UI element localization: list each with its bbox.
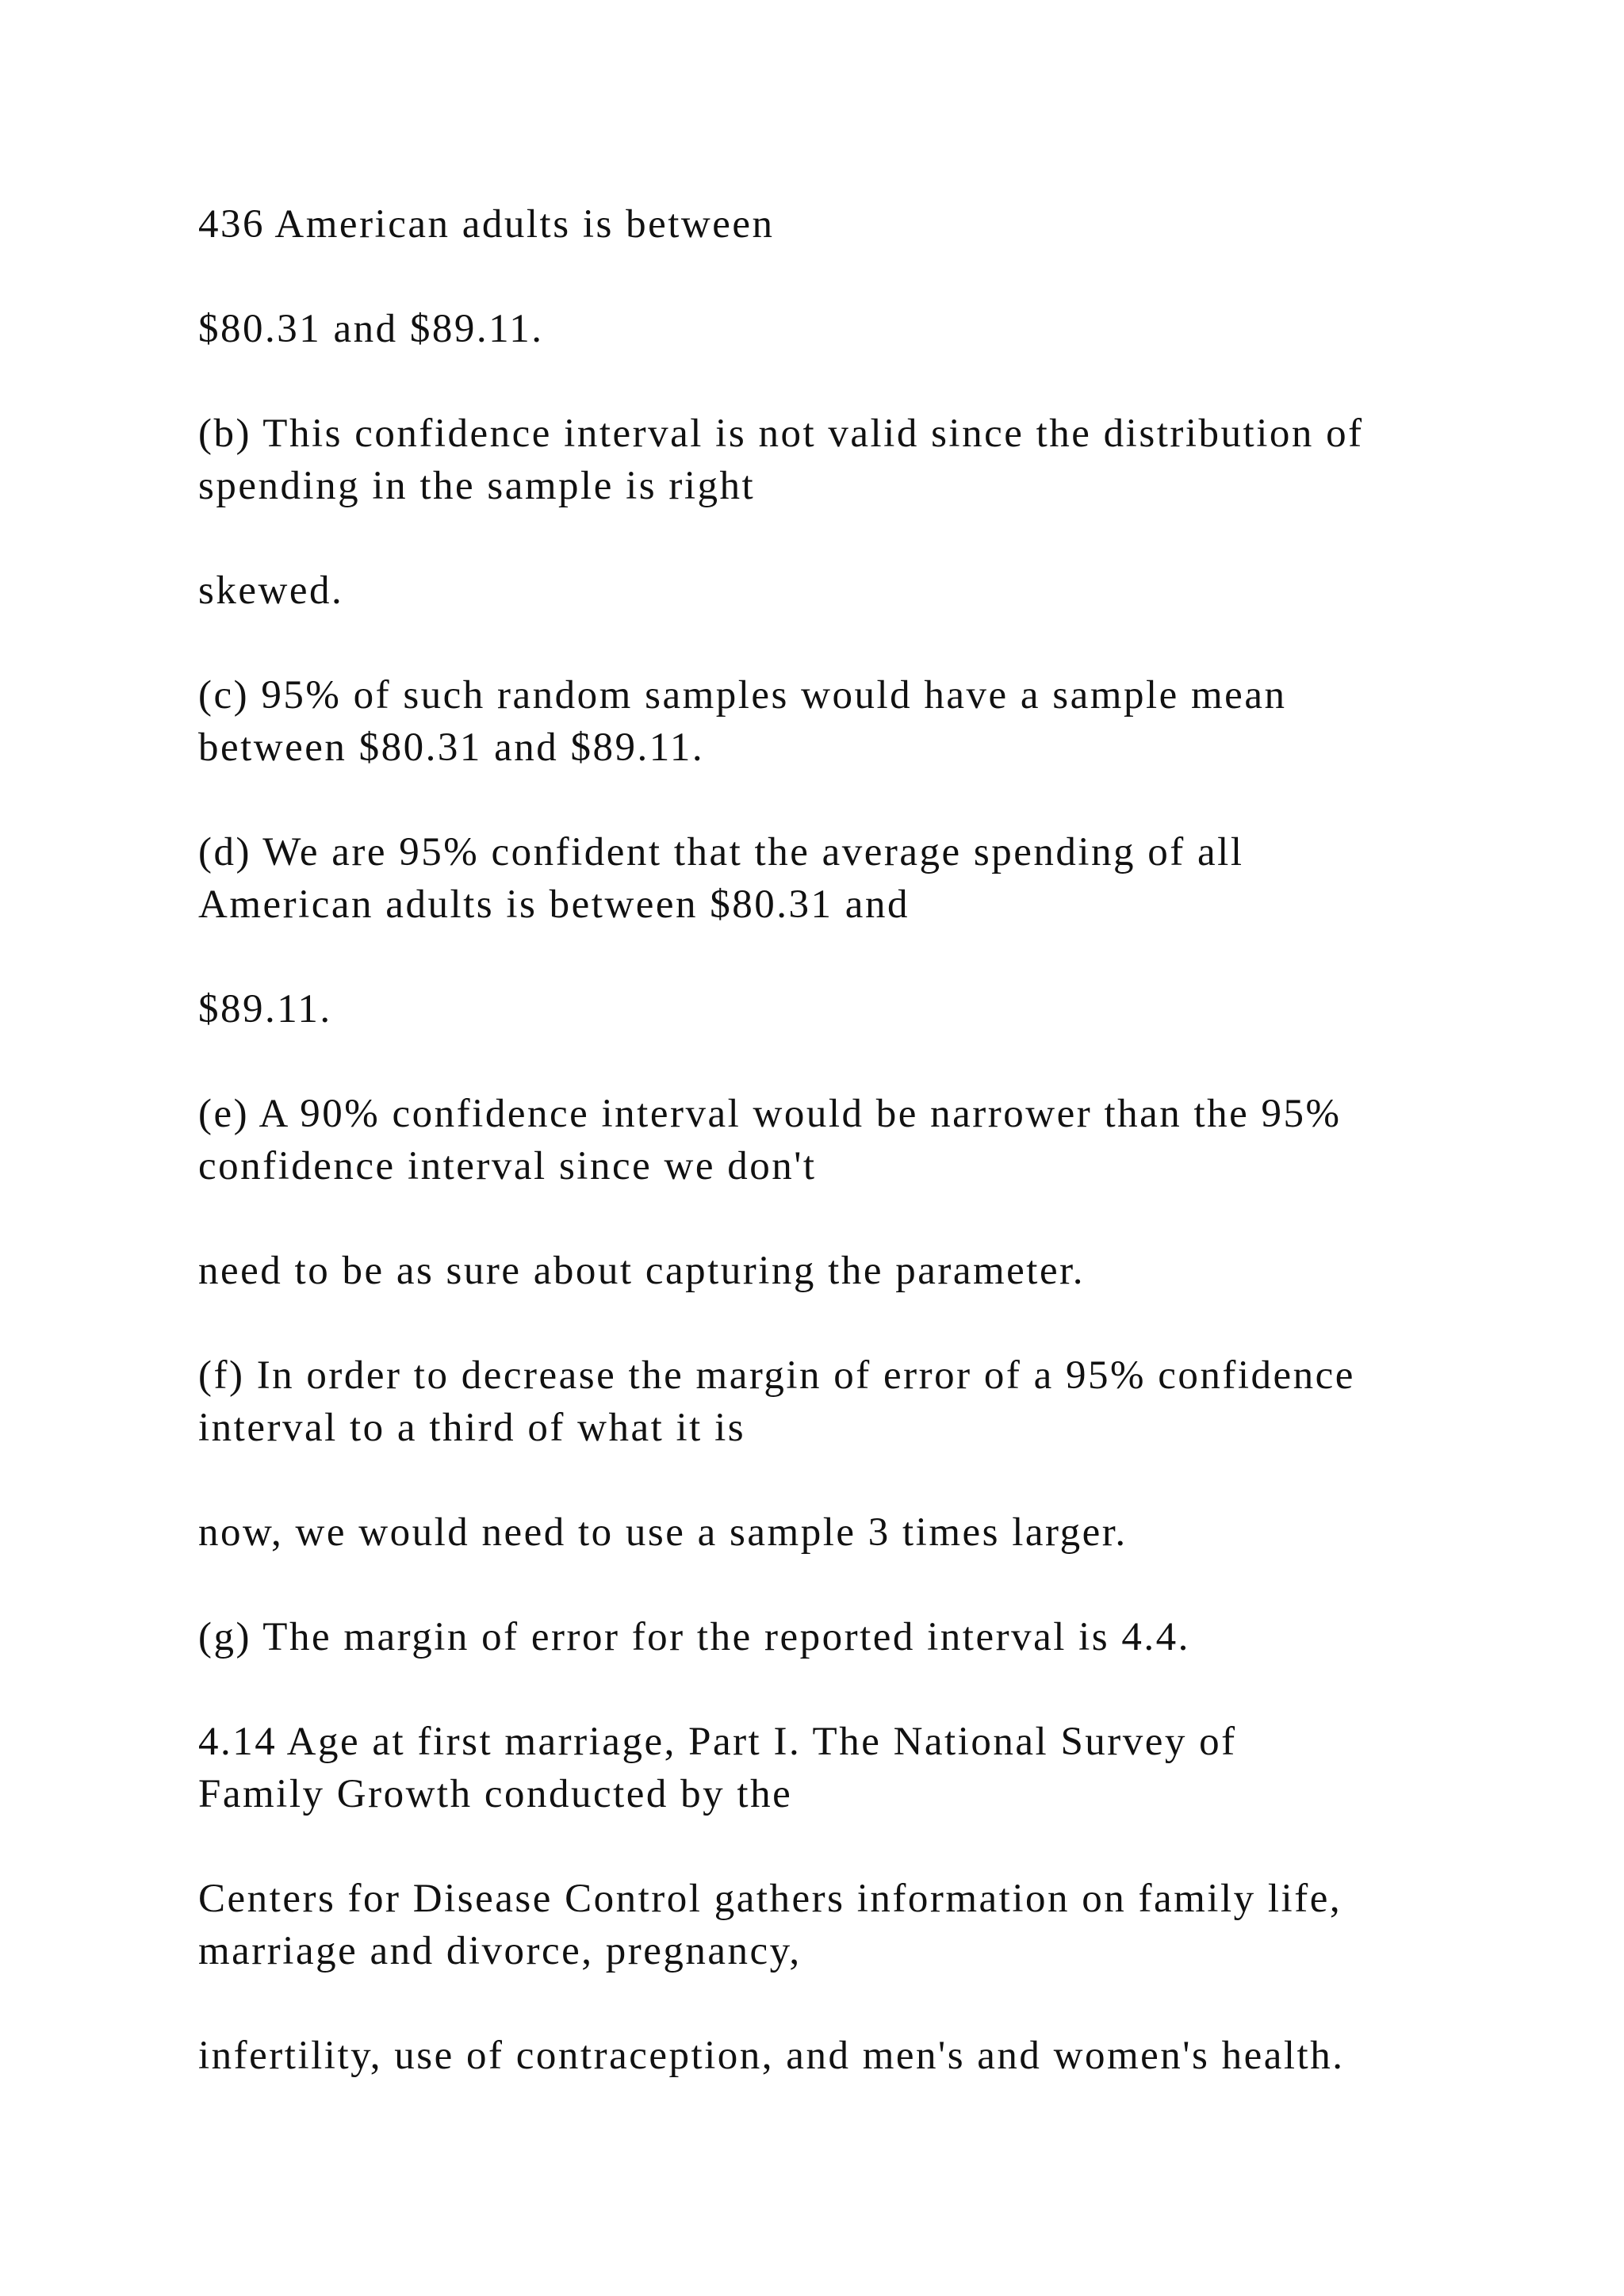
text-line: spending in the sample is right [198,464,756,508]
text-line: Centers for Disease Control gathers information on family life, [198,1877,1342,1921]
text-line: interval to a third of what it is [198,1406,746,1450]
text-line: (e) A 90% confidence interval would be narrower than the 95% [198,1092,1342,1136]
text-line: 436 American adults is between [198,202,775,247]
text-line: $80.31 and $89.11. [198,307,544,351]
text-line: now, we would need to use a sample 3 times larger. [198,1510,1128,1555]
text-line: between $80.31 and $89.11. [198,725,705,770]
text-line: need to be as sure about capturing the parameter. [198,1249,1086,1293]
text-line: (d) We are 95% confident that the average spending of all [198,830,1244,874]
text-line: infertility, use of contraception, and men's and women's health. [198,2034,1345,2078]
text-line: skewed. [198,568,344,613]
text-line: confidence interval since we don't [198,1144,817,1188]
text-line: (g) The margin of error for the reported interval is 4.4. [198,1615,1190,1659]
text-line: 4.14 Age at first marriage, Part I. The National Survey of [198,1720,1237,1764]
text-line: $89.11. [198,987,332,1031]
text-line: American adults is between $80.31 and [198,882,910,927]
text-line: (c) 95% of such random samples would have a sample mean [198,673,1287,718]
text-line: marriage and divorce, pregnancy, [198,1929,802,1973]
text-line: (b) This confidence interval is not valid since the distribution of [198,411,1364,456]
text-line: Family Growth conducted by the [198,1772,793,1816]
text-line: (f) In order to decrease the margin of error of a 95% confidence [198,1353,1355,1398]
